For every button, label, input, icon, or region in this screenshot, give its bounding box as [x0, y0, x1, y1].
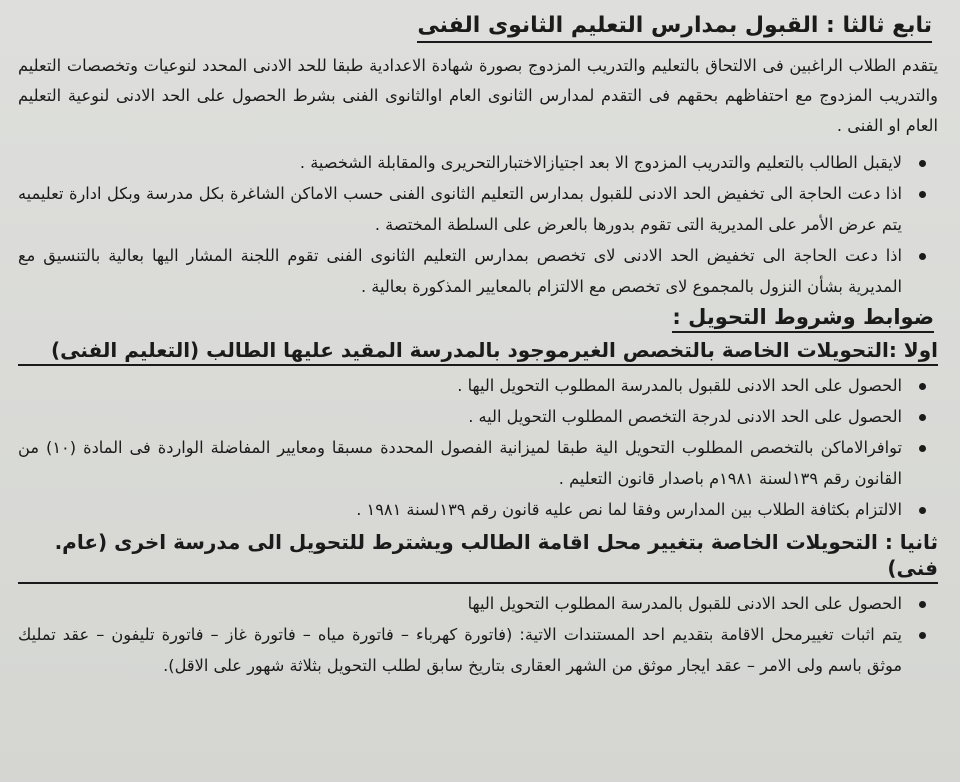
first-section-list — [18, 370, 938, 525]
bullet-icon — [919, 414, 926, 421]
list-item: الحصول على الحد الادنى للقبول بالمدرسة المطلوب التحويل اليها — [18, 588, 938, 619]
list-item: لايقبل الطالب بالتعليم والتدريب المزدوج الا بعد اجتيازالاختبارالتحريرى والمقابلة الشخصية . — [18, 147, 938, 178]
bullet-icon — [919, 601, 926, 608]
first-section-heading: اولا :التحويلات الخاصة بالتخصص الغيرموجود بالمدرسة المقيد عليها الطالب (التعليم الفنى) — [18, 337, 938, 366]
list-item: توافرالاماكن بالتخصص المطلوب التحويل الية طبقا لميزانية الفصول المحددة مسبقا ومعايير المفاضلة الواردة فى المادة (١٠) من القانون رقم ١٣٩لسنة ١٩٨١م باصدار قانون التعليم . — [18, 432, 938, 494]
bullet-icon — [919, 191, 926, 198]
bullet-icon — [919, 507, 926, 514]
admission-rules-list — [18, 147, 938, 302]
list-item: الالتزام بكثافة الطلاب بين المدارس وفقا لما نص عليه قانون رقم ١٣٩لسنة ١٩٨١ . — [18, 494, 938, 525]
list-item: يتم اثبات تغييرمحل الاقامة بتقديم احد المستندات الاتية: (فاتورة كهرباء – فاتورة مياه – فاتورة غاز – فاتورة تليفون – عقد تمليك موثق باسم ولى الامر – عقد ايجار موثق من الشهر العقارى بتاريخ سابق لطلب التحويل بثلاثة شهور على الاقل). — [18, 619, 938, 681]
second-section-heading: ثانيا : التحويلات الخاصة بتغيير محل اقامة الطالب ويشترط للتحويل الى مدرسة اخرى (عام. فنى) — [18, 529, 938, 584]
list-item: الحصول على الحد الادنى للقبول بالمدرسة المطلوب التحويل اليها . — [18, 370, 938, 401]
transfer-heading: ضوابط وشروط التحويل : — [672, 304, 934, 333]
bullet-icon — [919, 383, 926, 390]
bullet-icon — [919, 445, 926, 452]
list-item: الحصول على الحد الادنى لدرجة التخصص المطلوب التحويل اليه . — [18, 401, 938, 432]
second-section-list — [18, 588, 938, 681]
list-item: اذا دعت الحاجة الى تخفيض الحد الادنى للقبول بمدارس التعليم الثانوى الفنى حسب الاماكن الشاغرة بكل مدرسة وبكل ادارة تعليميه يتم عرض الأمر على المديرية التى تقوم بدورها بالعرض على السلطة المختصة . — [18, 178, 938, 240]
bullet-icon — [919, 160, 926, 167]
main-title: تابع ثالثا : القبول بمدارس التعليم الثانوى الفنى — [417, 12, 932, 43]
intro-paragraph: يتقدم الطلاب الراغبين فى الالتحاق بالتعليم والتدريب المزدوج بصورة شهادة الاعدادية طبقا للحد الادنى المحدد لنوعيات وتخصصات التعليم والتدريب المزدوج مع احتفاظهم بحقهم فى التقدم لمدارس الثانوى العام اوالثانوى الفنى بشرط الحصول على الحد الادنى لنوعية التعليم العام او الفنى . — [18, 55, 938, 135]
bullet-icon — [919, 253, 926, 260]
bullet-icon — [919, 632, 926, 639]
list-item: اذا دعت الحاجة الى تخفيض الحد الادنى لاى تخصص بمدارس التعليم الثانوى الفنى تقوم اللجنة المشار اليها بعالية بالتنسيق مع المديرية بشأن النزول بالمجموع لاى تخصص مع الالتزام بالمعايير المذكورة بعالية . — [18, 240, 938, 302]
